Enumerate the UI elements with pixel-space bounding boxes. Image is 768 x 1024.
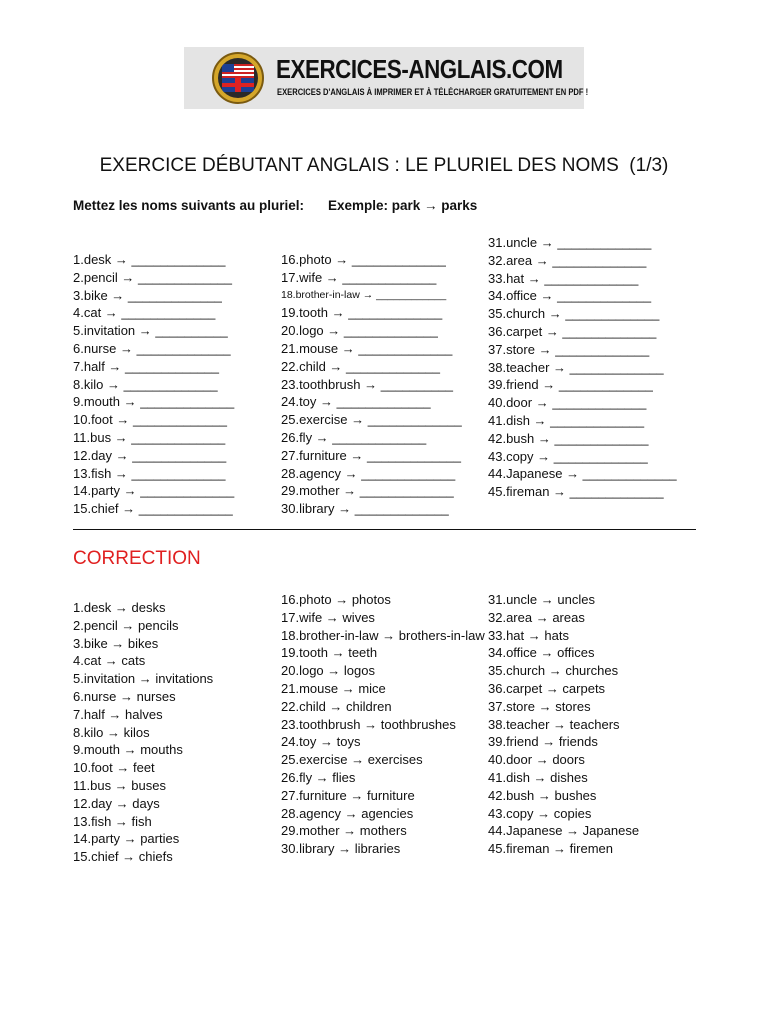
exercise-item: 44.Japanese → _____________ [488,466,677,482]
site-banner [184,47,589,109]
exercise-item: 16.photo → _____________ [281,252,446,267]
section-divider [73,529,696,530]
correction-item: 44.Japanese → Japanese [488,823,640,839]
exercise-item: 30.library → _____________ [281,501,449,517]
exercise-item: 42.bush → _____________ [488,430,649,446]
exercise-item: 28.agency → _____________ [281,465,456,481]
correction-heading: CORRECTION [73,548,201,569]
exercise-item: 1.desk → _____________ [73,252,226,267]
exercise-item: 33.hat → _____________ [488,270,639,286]
correction-item: 43.copy → copies [488,805,592,821]
correction-item: 26.fly → flies [281,769,356,785]
exercise-item: 5.invitation → __________ [73,323,228,339]
correction-item: 42.bush → bushes [488,787,597,803]
exercise-item: 36.carpet → _____________ [488,323,657,339]
exercise-item: 32.area → _____________ [488,252,647,268]
exercise-item: 18.brother-in-law → ____________ [281,288,447,301]
correction-item: 7.half → halves [73,706,163,722]
exercise-item: 12.day → _____________ [73,447,227,463]
correction-item: 18.brother-in-law → brothers-in-law [281,627,485,643]
correction-item: 3.bike → bikes [73,635,159,651]
correction-item: 4.cat → cats [73,653,146,669]
exercise-item: 19.tooth → _____________ [281,305,443,321]
exercise-item: 37.store → _____________ [488,341,650,357]
site-tagline: EXERCICES D'ANGLAIS À IMPRIMER ET À TÉLÉCHARGER GRATUITEMENT EN PDF ! [277,87,589,98]
exercise-item: 25.exercise → _____________ [281,412,462,428]
correction-item: 22.child → children [281,698,392,714]
exercise-item: 15.chief → _____________ [73,501,233,517]
correction-item: 23.toothbrush → toothbrushes [281,716,456,732]
exercise-item: 29.mother → _____________ [281,483,454,499]
correction-item: 36.carpet → carpets [488,680,606,696]
correction-item: 2.pencil → pencils [73,617,179,633]
exercise-column-1 [73,251,234,518]
correction-item: 8.kilo → kilos [73,724,150,740]
exercise-item: 27.furniture → _____________ [281,447,461,463]
correction-item: 12.day → days [73,795,160,811]
correction-item: 37.store → stores [488,698,591,714]
correction-item: 14.party → parties [73,831,180,847]
correction-item: 30.library → libraries [281,841,401,857]
exercise-item: 13.fish → _____________ [73,465,226,481]
exercise-item: 11.bus → _____________ [73,429,226,445]
correction-column-1 [73,599,213,866]
correction-item: 19.tooth → teeth [281,645,378,661]
flag-seal-icon [212,52,264,104]
correction-item: 24.toy → toys [281,734,361,750]
exercise-item: 26.fly → _____________ [281,429,427,445]
exercise-item: 4.cat → _____________ [73,305,216,321]
correction-item: 11.bus → buses [73,777,166,793]
correction-item: 10.foot → feet [73,760,155,776]
correction-item: 35.church → churches [488,663,619,679]
correction-item: 38.teacher → teachers [488,716,620,732]
correction-item: 27.furniture → furniture [281,787,415,803]
exercise-item: 14.party → _____________ [73,483,235,499]
site-brand: EXERCICES-ANGLAIS.COM [276,54,563,84]
correction-item: 31.uncle → uncles [488,592,595,607]
exercise-item: 21.mouse → _____________ [281,340,453,356]
exercise-item: 3.bike → _____________ [73,287,222,303]
exercise-item: 39.friend → _____________ [488,377,653,393]
correction-item: 20.logo → logos [281,663,375,679]
correction-item: 29.mother → mothers [281,823,407,839]
exercise-item: 8.kilo → _____________ [73,376,218,392]
exercise-item: 23.toothbrush → __________ [281,376,454,392]
exercise-item: 41.dish → _____________ [488,412,645,428]
instructions: Mettez les noms suivants au pluriel: [73,198,305,213]
correction-item: 1.desk → desks [73,600,166,615]
exercise-item: 22.child → _____________ [281,358,441,374]
exercise-item: 38.teacher → _____________ [488,359,664,375]
exercise-item: 9.mouth → _____________ [73,394,235,410]
correction-item: 32.area → areas [488,609,585,625]
exercise-item: 24.toy → _____________ [281,394,431,410]
exercise-item: 10.foot → _____________ [73,412,227,428]
correction-item: 6.nurse → nurses [73,688,176,704]
correction-item: 34.office → offices [488,645,595,661]
correction-item: 33.hat → hats [488,627,569,643]
exercise-column-2 [281,251,462,518]
correction-item: 40.door → doors [488,752,585,768]
exercise-item: 6.nurse → _____________ [73,340,231,356]
correction-item: 17.wife → wives [281,609,375,625]
exercise-column-3 [488,234,677,501]
exercise-item: 31.uncle → _____________ [488,235,652,250]
correction-item: 9.mouth → mouths [73,742,183,758]
correction-item: 16.photo → photos [281,592,391,607]
exercise-item: 20.logo → _____________ [281,323,438,339]
correction-item: 5.invitation → invitations [73,671,214,687]
correction-item: 45.fireman → firemen [488,841,613,857]
exercise-item: 7.half → _____________ [73,358,220,374]
correction-column-2 [281,591,491,858]
page-title: EXERCICE DÉBUTANT ANGLAIS : LE PLURIEL DES NOMS (1/3) [99,155,669,176]
exercise-item: 34.office → _____________ [488,288,652,304]
exercise-item: 35.church → _____________ [488,306,660,322]
exercise-item: 17.wife → _____________ [281,269,437,285]
example: Exemple: park → parks [328,198,478,213]
exercise-item: 43.copy → _____________ [488,448,648,464]
correction-column-3 [488,591,639,858]
correction-item: 28.agency → agencies [281,805,414,821]
exercise-item: 2.pencil → _____________ [73,269,233,285]
correction-item: 21.mouse → mice [281,680,386,696]
correction-item: 15.chief → chiefs [73,849,173,865]
exercise-item: 45.fireman → _____________ [488,484,664,500]
correction-item: 39.friend → friends [488,734,598,750]
exercise-item: 40.door → _____________ [488,395,647,411]
correction-item: 25.exercise → exercises [281,752,423,768]
correction-item: 13.fish → fish [73,813,152,829]
correction-item: 41.dish → dishes [488,769,588,785]
